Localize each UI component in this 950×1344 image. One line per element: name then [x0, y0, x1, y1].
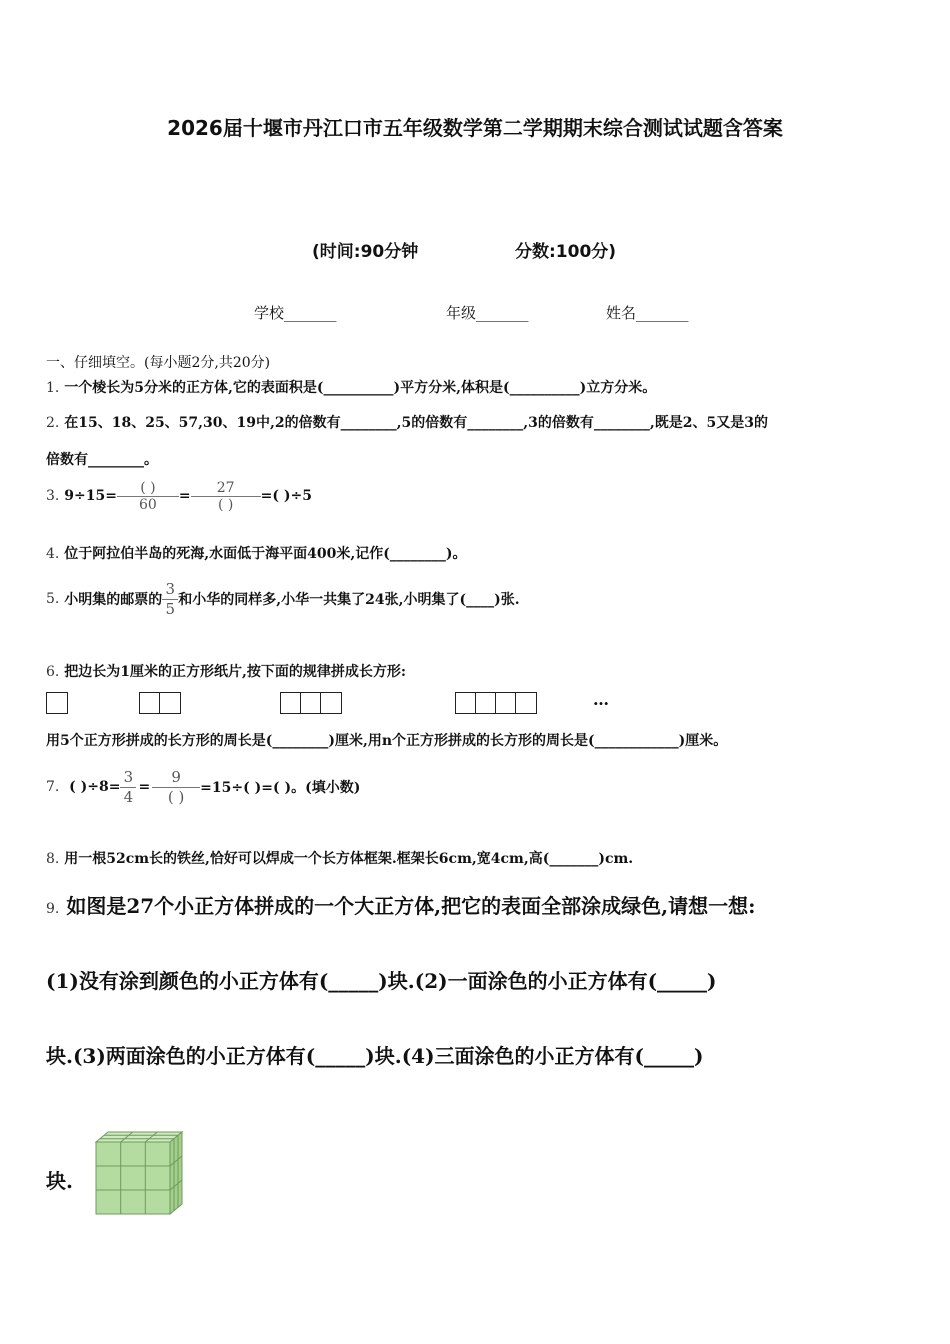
ellipsis: … — [593, 690, 609, 709]
question-text: =15÷( )=( )。(填小数) — [200, 780, 361, 796]
question-text: 把边长为1厘米的正方形纸片,按下面的规律拼成长方形: — [64, 664, 407, 680]
square-pattern-3 — [280, 692, 342, 714]
question-9-line-3: 块.(3)两面涂色的小正方体有(_____)块.(4)三面涂色的小正方体有(_____) — [46, 1044, 704, 1068]
question-2 — [46, 412, 768, 432]
question-number: 5. — [46, 591, 60, 607]
fraction-2 — [152, 768, 200, 807]
question-text: 在15、18、25、57,30、19中,2的倍数有________,5的倍数有________,3的倍数有________,既是2、5又是3的 — [64, 415, 768, 431]
score-label: 分数:100分) — [515, 242, 617, 262]
question-number: 9. — [46, 901, 60, 917]
name-field[interactable]: 姓名_______ — [606, 304, 689, 322]
page-title: 2026届十堰市丹江口市五年级数学第二学期期末综合测试试题含答案 — [167, 116, 783, 140]
question-text: =( )÷5 — [260, 488, 312, 504]
fraction-denominator: ( ) — [217, 496, 234, 513]
fraction-numerator: 27 — [191, 480, 261, 497]
question-9-line-2: (1)没有涂到颜色的小正方体有(_____)块.(2)一面涂色的小正方体有(_____) — [46, 969, 717, 993]
equals-sign: = — [138, 779, 151, 795]
question-number: 2. — [46, 415, 60, 431]
question-6-continued: 用5个正方形拼成的长方形的周长是(________)厘米,用n个正方形拼成的长方形的周长是(____________)厘米。 — [46, 733, 728, 749]
cube-right-face — [170, 1132, 182, 1214]
time-label: (时间:90分钟 — [312, 242, 419, 262]
fraction-1 — [117, 480, 179, 513]
question-number: 1. — [46, 380, 60, 396]
fraction-denominator: 4 — [123, 787, 134, 806]
fraction-1 — [120, 768, 136, 807]
cube-top-face — [96, 1132, 182, 1142]
question-text: 和小华的同样多,小华一共集了24张,小明集了(____)张. — [178, 592, 520, 608]
fraction — [162, 580, 178, 619]
square-pattern-2 — [139, 692, 181, 714]
fraction-numerator: 3 — [120, 768, 136, 788]
square-pattern-4 — [455, 692, 537, 714]
question-1 — [46, 377, 656, 397]
fraction-numerator: 3 — [162, 580, 178, 600]
fraction-denominator: 5 — [165, 599, 175, 618]
question-text: 位于阿拉伯半岛的死海,水面低于海平面400米,记作(________)。 — [64, 546, 467, 562]
question-number: 7. — [46, 779, 60, 795]
question-text: ( )÷8= — [69, 779, 121, 795]
equals-sign: = — [178, 488, 191, 504]
green-cube-figure — [94, 1130, 184, 1216]
question-number: 3. — [46, 488, 60, 504]
question-6 — [46, 661, 406, 681]
question-number: 8. — [46, 851, 60, 867]
question-text: 如图是27个小正方体拼成的一个大正方体,把它的表面全部涂成绿色,请想一想: — [66, 894, 756, 918]
question-3 — [46, 476, 312, 516]
fraction-2 — [191, 480, 261, 513]
fraction-numerator: 9 — [152, 768, 200, 788]
question-5 — [46, 576, 520, 622]
grade-field[interactable]: 年级_______ — [446, 304, 529, 322]
question-number: 6. — [46, 664, 60, 680]
question-4 — [46, 543, 466, 563]
question-7 — [46, 764, 360, 810]
question-9 — [46, 890, 755, 919]
section-heading: 一、仔细填空。(每小题2分,共20分) — [46, 355, 271, 371]
cube-front-face — [96, 1142, 170, 1214]
question-8 — [46, 848, 633, 868]
fraction-numerator: ( ) — [117, 480, 179, 497]
fraction-denominator: 60 — [139, 496, 157, 513]
question-text: 9÷15= — [64, 488, 117, 504]
square-pattern-1 — [46, 692, 68, 714]
question-text: 小明集的邮票的 — [64, 592, 163, 608]
question-text: 用一根52cm长的铁丝,恰好可以焊成一个长方体框架.框架长6cm,宽4cm,高(_______)cm. — [64, 851, 634, 867]
fraction-denominator: ( ) — [167, 787, 185, 806]
question-2-continued: 倍数有________。 — [46, 452, 158, 468]
question-9-line-4: 块. — [46, 1169, 73, 1193]
question-number: 4. — [46, 546, 60, 562]
question-text: 一个棱长为5分米的正方体,它的表面积是(__________)平方分米,体积是(__________)立方分米。 — [64, 380, 657, 396]
school-field[interactable]: 学校_______ — [254, 304, 337, 322]
